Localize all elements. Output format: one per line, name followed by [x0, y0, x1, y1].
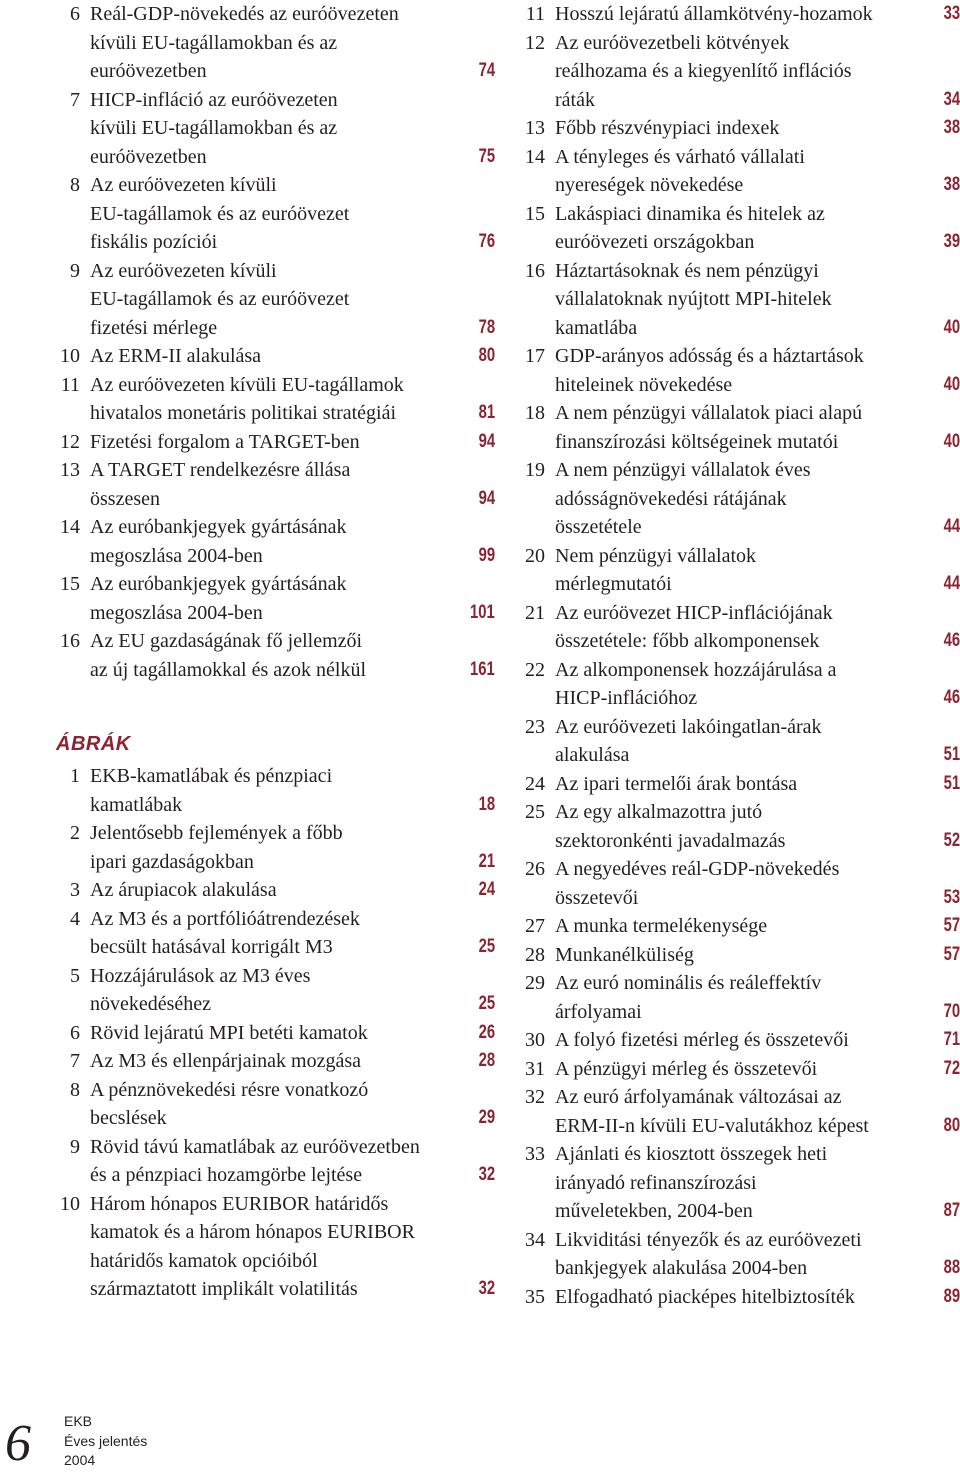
entry-number: 13 — [60, 459, 80, 481]
entry-title-line: Az euróövezetbeli kötvények — [555, 31, 790, 54]
figure-list-item — [515, 770, 960, 799]
entry-number: 8 — [70, 1078, 80, 1101]
entry-title-line: A TARGET rendelkezésre állása — [90, 459, 351, 481]
entry-number: 20 — [525, 544, 545, 567]
entry-page-number: 51 — [943, 772, 960, 794]
entry-title — [555, 1140, 960, 1226]
entry-title-line: hiteleinek növekedése — [555, 373, 733, 396]
entry-page-number: 57 — [943, 943, 960, 965]
entry-title — [555, 456, 960, 542]
entry-number: 10 — [60, 345, 80, 367]
entry-title-line: EU-tagállamok és az euróövezet — [90, 288, 350, 310]
entry-title — [90, 456, 505, 513]
figure-list-item — [515, 1055, 960, 1084]
entry-title — [555, 114, 960, 143]
entry-number: 10 — [60, 1192, 80, 1215]
entry-title — [555, 969, 960, 1026]
entry-number: 12 — [525, 31, 545, 54]
entry-title-line: euróövezetben — [90, 60, 207, 82]
entry-page-number: 70 — [943, 1000, 960, 1022]
entry-title-line: kamatok és a három hónapos EURIBOR — [90, 1221, 415, 1243]
entry-page-number: 94 — [478, 487, 495, 509]
entry-title — [555, 912, 960, 941]
entry-title-line: Rövid lejáratú MPI betéti kamatok — [90, 1021, 368, 1044]
entry-number: 7 — [70, 1050, 80, 1072]
entry-title-line: nyereségek növekedése — [555, 174, 744, 196]
entry-page-number: 39 — [943, 231, 960, 252]
figure-list-item — [0, 876, 505, 905]
entry-title-line: Az euróbankjegyek gyártásának — [90, 516, 347, 538]
entry-title — [555, 0, 960, 29]
entry-page-number: 46 — [943, 687, 960, 708]
figure-list-item — [515, 29, 960, 115]
entry-title-line: Az euróövezeti lakóingatlan-árak — [555, 715, 822, 738]
entry-title-line: A folyó fizetési mérleg és összetevői — [555, 1029, 849, 1051]
entry-page-number: 53 — [943, 886, 960, 908]
table-list-item — [0, 342, 505, 371]
figure-list-item — [515, 599, 960, 656]
entry-title-line: EU-tagállamok és az euróövezet — [90, 202, 350, 225]
figure-list-item — [515, 713, 960, 770]
entry-title — [555, 1026, 960, 1055]
entry-number: 16 — [525, 259, 545, 282]
entry-title-line: euróövezetben — [90, 145, 207, 168]
entry-number: 23 — [525, 715, 545, 738]
entry-number: 29 — [525, 972, 545, 994]
entry-number: 6 — [70, 1021, 80, 1044]
entry-title-line: finanszírozási költségeinek mutatói — [555, 430, 839, 453]
entry-number: 1 — [70, 765, 80, 787]
entry-title — [90, 0, 505, 86]
entry-number: 25 — [525, 801, 545, 823]
entry-page-number: 32 — [478, 1164, 495, 1185]
entry-page-number: 44 — [943, 573, 960, 594]
figure-list-item — [0, 762, 505, 819]
entry-title-line: A pénzügyi mérleg és összetevői — [555, 1057, 818, 1080]
entry-title — [90, 1047, 505, 1076]
entry-page-number: 40 — [943, 373, 960, 395]
figure-list-item — [0, 1190, 505, 1304]
figure-list-item — [515, 1226, 960, 1283]
entry-number: 13 — [525, 117, 545, 139]
entry-title — [555, 200, 960, 257]
entry-title-line: származtatott implikált volatilitás — [90, 1278, 358, 1300]
entry-page-number: 80 — [943, 1114, 960, 1136]
entry-title-line: megoszlása 2004-ben — [90, 601, 263, 624]
entry-title-line: becslések — [90, 1107, 167, 1129]
entry-title-line: összesen — [90, 487, 160, 510]
entry-number: 3 — [70, 879, 80, 901]
entry-title-line: fiskális pozíciói — [90, 231, 218, 253]
entry-title-line: A pénznövekedési résre vonatkozó — [90, 1078, 369, 1101]
table-list-item — [0, 0, 505, 86]
entry-title — [555, 770, 960, 799]
figure-list-item — [515, 656, 960, 713]
entry-title-line: Az ipari termelői árak bontása — [555, 772, 798, 795]
entry-title — [90, 1190, 505, 1304]
figure-list-item — [515, 257, 960, 343]
figure-list-item — [515, 456, 960, 542]
entry-title-line: euróövezeti országokban — [555, 231, 755, 253]
entry-number: 30 — [525, 1029, 545, 1051]
entry-number: 21 — [525, 601, 545, 624]
entry-title-line: Az euró nominális és reáleffektív — [555, 972, 822, 994]
entry-page-number: 40 — [943, 430, 960, 452]
entry-title-line: ERM-II-n kívüli EU-valutákhoz képest — [555, 1114, 869, 1137]
entry-title-line: bankjegyek alakulása 2004-ben — [555, 1257, 808, 1279]
entry-title-line: Az euróövezeten kívüli EU-tagállamok — [90, 373, 404, 396]
entry-page-number: 25 — [478, 936, 495, 957]
entry-title — [90, 627, 505, 684]
entry-number: 11 — [525, 3, 545, 25]
entry-title — [555, 713, 960, 770]
entry-title-line: A tényleges és várható vállalati — [555, 145, 805, 168]
figure-list-item — [0, 962, 505, 1019]
entry-page-number: 76 — [478, 231, 495, 252]
figure-list-item — [0, 1076, 505, 1133]
entry-title — [555, 1283, 960, 1312]
entry-page-number: 28 — [478, 1050, 495, 1071]
entry-title — [90, 762, 505, 819]
entry-title-line: és a pénzpiaci hozamgörbe lejtése — [90, 1164, 363, 1186]
entry-title-line: Az M3 és ellenpárjainak mozgása — [90, 1050, 362, 1072]
entry-page-number: 52 — [943, 829, 960, 851]
figure-list-item — [515, 1083, 960, 1140]
entry-title-line: kívüli EU-tagállamokban és az — [90, 31, 338, 54]
entry-title-line: Az M3 és a portfólióátrendezések — [90, 907, 360, 930]
figure-list-item — [0, 905, 505, 962]
entry-title-line: Az árupiacok alakulása — [90, 879, 277, 901]
entry-page-number: 40 — [943, 316, 960, 338]
entry-number: 6 — [70, 3, 80, 25]
entry-title-line: Ajánlati és kiosztott összegek heti — [555, 1143, 828, 1165]
figure-list-item — [515, 200, 960, 257]
entry-title-line: HICP-inflációhoz — [555, 687, 698, 709]
entry-page-number: 88 — [943, 1257, 960, 1278]
entry-title-line: Az euró árfolyamának változásai az — [555, 1086, 842, 1108]
figure-list-item — [515, 798, 960, 855]
entry-title-line: Az euróbankjegyek gyártásának — [90, 573, 347, 595]
entry-title-line: növekedéséhez — [90, 993, 212, 1015]
entry-title — [90, 570, 505, 627]
entry-page-number: 161 — [470, 658, 495, 680]
table-list-item — [0, 513, 505, 570]
table-list-item — [0, 456, 505, 513]
entry-title — [90, 962, 505, 1019]
entry-title-line: összetétele: főbb alkomponensek — [555, 630, 820, 652]
entry-title — [90, 86, 505, 172]
entry-number: 4 — [70, 907, 80, 930]
entry-title — [555, 542, 960, 599]
entry-page-number: 89 — [943, 1285, 960, 1307]
tables-list — [0, 0, 505, 684]
entry-title-line: Munkanélküliség — [555, 943, 694, 966]
right-column — [515, 0, 960, 1311]
entry-page-number: 26 — [478, 1021, 495, 1043]
table-list-item — [0, 257, 505, 343]
entry-title — [555, 798, 960, 855]
table-list-item — [0, 570, 505, 627]
entry-page-number: 81 — [478, 402, 495, 423]
entry-number: 24 — [525, 772, 545, 795]
entry-number: 7 — [70, 88, 80, 111]
entry-number: 12 — [60, 430, 80, 453]
entry-title-line: HICP-infláció az euróövezeten — [90, 88, 338, 111]
table-list-item — [0, 428, 505, 457]
figure-list-item — [515, 941, 960, 970]
entry-title-line: szektoronkénti javadalmazás — [555, 829, 786, 852]
entry-number: 8 — [70, 174, 80, 196]
entry-title — [555, 143, 960, 200]
entry-number: 28 — [525, 943, 545, 966]
entry-page-number: 18 — [478, 793, 495, 815]
footer-page-number: 6 — [5, 1415, 31, 1472]
table-list-item — [0, 627, 505, 684]
entry-title-line: irányadó refinanszírozási — [555, 1171, 757, 1194]
entry-number: 15 — [525, 202, 545, 225]
entry-title-line: kamatlábak — [90, 793, 183, 816]
entry-title — [555, 1226, 960, 1283]
entry-page-number: 44 — [943, 516, 960, 537]
entry-page-number: 21 — [478, 850, 495, 872]
figure-list-item — [515, 114, 960, 143]
entry-title-line: Likviditási tényezők és az euróövezeti — [555, 1228, 862, 1251]
figure-list-item — [0, 819, 505, 876]
entry-page-number: 25 — [478, 993, 495, 1014]
entry-page-number: 24 — [478, 879, 495, 900]
entry-title-line: Lakáspiaci dinamika és hitelek az — [555, 202, 825, 225]
entry-title-line: Reál-GDP-növekedés az euróövezeten — [90, 3, 399, 25]
entry-title — [555, 399, 960, 456]
figure-list-item — [515, 143, 960, 200]
entry-title-line: fizetési mérlege — [90, 316, 218, 339]
footer-line: EKB — [64, 1413, 93, 1429]
entry-page-number: 94 — [478, 430, 495, 452]
entry-title — [90, 1076, 505, 1133]
figure-list-item — [515, 542, 960, 599]
entry-title — [90, 371, 505, 428]
entry-title-line: A nem pénzügyi vállalatok piaci alapú — [555, 402, 863, 424]
entry-title-line: határidős kamatok opcióiból — [90, 1249, 318, 1272]
entry-page-number: 78 — [478, 316, 495, 338]
figure-list-item — [515, 912, 960, 941]
entry-number: 9 — [70, 1135, 80, 1158]
entry-title — [90, 1133, 505, 1190]
entry-page-number: 38 — [943, 174, 960, 195]
entry-title — [555, 29, 960, 115]
entry-number: 31 — [525, 1057, 545, 1080]
entry-title — [555, 941, 960, 970]
figure-list-item — [515, 1026, 960, 1055]
entry-title — [555, 257, 960, 343]
entry-title-line: Három hónapos EURIBOR határidős — [90, 1192, 389, 1215]
entry-title — [555, 855, 960, 912]
entry-title-line: hivatalos monetáris politikai stratégiái — [90, 402, 397, 424]
entry-title-line: becsült hatásával korrigált M3 — [90, 936, 333, 958]
entry-number: 19 — [525, 459, 545, 481]
entry-number: 5 — [70, 964, 80, 987]
footer-line: 2004 — [64, 1452, 96, 1468]
entry-title-line: ipari gazdaságokban — [90, 850, 254, 873]
figure-list-item — [515, 0, 960, 29]
entry-page-number: 46 — [943, 630, 960, 651]
entry-page-number: 99 — [478, 544, 495, 566]
entry-title — [555, 342, 960, 399]
figures-heading: ÁBRÁK — [56, 733, 131, 755]
entry-number: 34 — [525, 1228, 545, 1251]
entry-title-line: megoszlása 2004-ben — [90, 544, 263, 567]
entry-title-line: alakulása — [555, 744, 630, 766]
figure-list-item — [0, 1019, 505, 1048]
entry-number: 9 — [70, 259, 80, 282]
figure-list-item — [515, 399, 960, 456]
figure-list-item — [0, 1133, 505, 1190]
entry-title — [90, 257, 505, 343]
entry-title-line: EKB-kamatlábak és pénzpiaci — [90, 765, 333, 787]
entry-title-line: kívüli EU-tagállamokban és az — [90, 117, 338, 139]
entry-title-line: Elfogadható piacképes hitelbiztosíték — [555, 1285, 855, 1308]
table-list-item — [0, 86, 505, 172]
entry-title-line: reálhozama és a kiegyenlítő inflációs — [555, 60, 852, 82]
entry-page-number: 32 — [478, 1278, 495, 1299]
entry-title-line: Hosszú lejáratú államkötvény-hozamok — [555, 3, 873, 25]
entry-title — [555, 599, 960, 656]
entry-title-line: ráták — [555, 88, 595, 111]
entry-title-line: Az euróövezet HICP-inflációjának — [555, 601, 833, 624]
entry-title-line: az új tagállamokkal és azok nélkül — [90, 658, 367, 681]
entry-title — [555, 1083, 960, 1140]
entry-title-line: Az alkomponensek hozzájárulása a — [555, 658, 837, 681]
entry-title-line: GDP-arányos adósság és a háztartások — [555, 345, 864, 367]
entry-title-line: Jelentősebb fejlemények a főbb — [90, 822, 343, 844]
entry-page-number: 34 — [943, 88, 960, 110]
entry-title-line: Az euróövezeten kívüli — [90, 259, 277, 282]
entry-number: 26 — [525, 858, 545, 880]
entry-number: 22 — [525, 658, 545, 681]
entry-title-line: Főbb részvénypiaci indexek — [555, 117, 780, 139]
entry-title-line: A nem pénzügyi vállalatok éves — [555, 459, 811, 481]
entry-title-line: vállalatoknak nyújtott MPI-hitelek — [555, 288, 832, 310]
entry-title-line: Az euróövezeten kívüli — [90, 174, 277, 196]
figure-list-item — [515, 1283, 960, 1312]
entry-title — [90, 513, 505, 570]
entry-title — [90, 819, 505, 876]
entry-title-line: adósságnövekedési rátájának — [555, 487, 787, 510]
footer-line: Éves jelentés — [64, 1432, 148, 1449]
entry-page-number: 71 — [943, 1029, 960, 1050]
entry-title — [90, 428, 505, 457]
entry-title-line: műveletekben, 2004-ben — [555, 1200, 753, 1222]
entry-number: 35 — [525, 1285, 545, 1308]
entry-title-line: kamatlába — [555, 316, 638, 339]
entry-page-number: 74 — [478, 60, 495, 81]
entry-page-number: 29 — [478, 1107, 495, 1128]
entry-title — [555, 656, 960, 713]
entry-title-line: mérlegmutatói — [555, 573, 672, 595]
entry-number: 14 — [525, 145, 545, 168]
figure-list-item — [515, 342, 960, 399]
entry-number: 14 — [60, 516, 80, 538]
entry-number: 17 — [525, 345, 545, 367]
entry-number: 15 — [60, 573, 80, 595]
footer-text — [64, 1412, 147, 1471]
table-list-item — [0, 371, 505, 428]
entry-page-number: 75 — [478, 145, 495, 167]
figure-list-item — [515, 1140, 960, 1226]
entry-title-line: A munka termelékenysége — [555, 915, 768, 937]
entry-page-number: 33 — [943, 3, 960, 24]
entry-title — [555, 1055, 960, 1084]
entry-title — [90, 905, 505, 962]
entry-title-line: összetevői — [555, 886, 639, 909]
figures-list-left — [0, 762, 505, 1304]
figures-list-right — [515, 0, 960, 1311]
entry-number: 32 — [525, 1086, 545, 1108]
entry-number: 11 — [60, 373, 80, 396]
entry-page-number: 72 — [943, 1057, 960, 1079]
entry-title-line: A negyedéves reál-GDP-növekedés — [555, 858, 840, 880]
entry-title — [90, 171, 505, 257]
table-list-item — [0, 171, 505, 257]
entry-title — [90, 876, 505, 905]
figure-list-item — [515, 855, 960, 912]
entry-page-number: 101 — [470, 601, 495, 623]
entry-title-line: Az ERM-II alakulása — [90, 345, 262, 367]
entry-title-line: árfolyamai — [555, 1000, 642, 1023]
entry-title-line: Háztartásoknak és nem pénzügyi — [555, 259, 819, 282]
entry-title-line: Az egy alkalmazottra jutó — [555, 801, 763, 823]
figure-list-item — [515, 969, 960, 1026]
entry-title — [90, 1019, 505, 1048]
entry-number: 16 — [60, 630, 80, 652]
entry-title-line: Az EU gazdaságának fő jellemzői — [90, 630, 363, 652]
entry-title-line: Fizetési forgalom a TARGET-ben — [90, 430, 360, 453]
entry-page-number: 51 — [943, 744, 960, 765]
entry-page-number: 57 — [943, 915, 960, 936]
entry-number: 18 — [525, 402, 545, 424]
entry-number: 33 — [525, 1143, 545, 1165]
entry-number: 2 — [70, 822, 80, 844]
entry-title-line: Nem pénzügyi vállalatok — [555, 544, 757, 567]
entry-title-line: Rövid távú kamatlábak az euróövezetben — [90, 1135, 420, 1158]
entry-page-number: 38 — [943, 117, 960, 138]
entry-title — [90, 342, 505, 371]
entry-page-number: 87 — [943, 1200, 960, 1221]
entry-number: 27 — [525, 915, 545, 937]
figure-list-item — [0, 1047, 505, 1076]
entry-title-line: összetétele — [555, 516, 642, 538]
entry-page-number: 80 — [478, 345, 495, 366]
entry-title-line: Hozzájárulások az M3 éves — [90, 964, 311, 987]
